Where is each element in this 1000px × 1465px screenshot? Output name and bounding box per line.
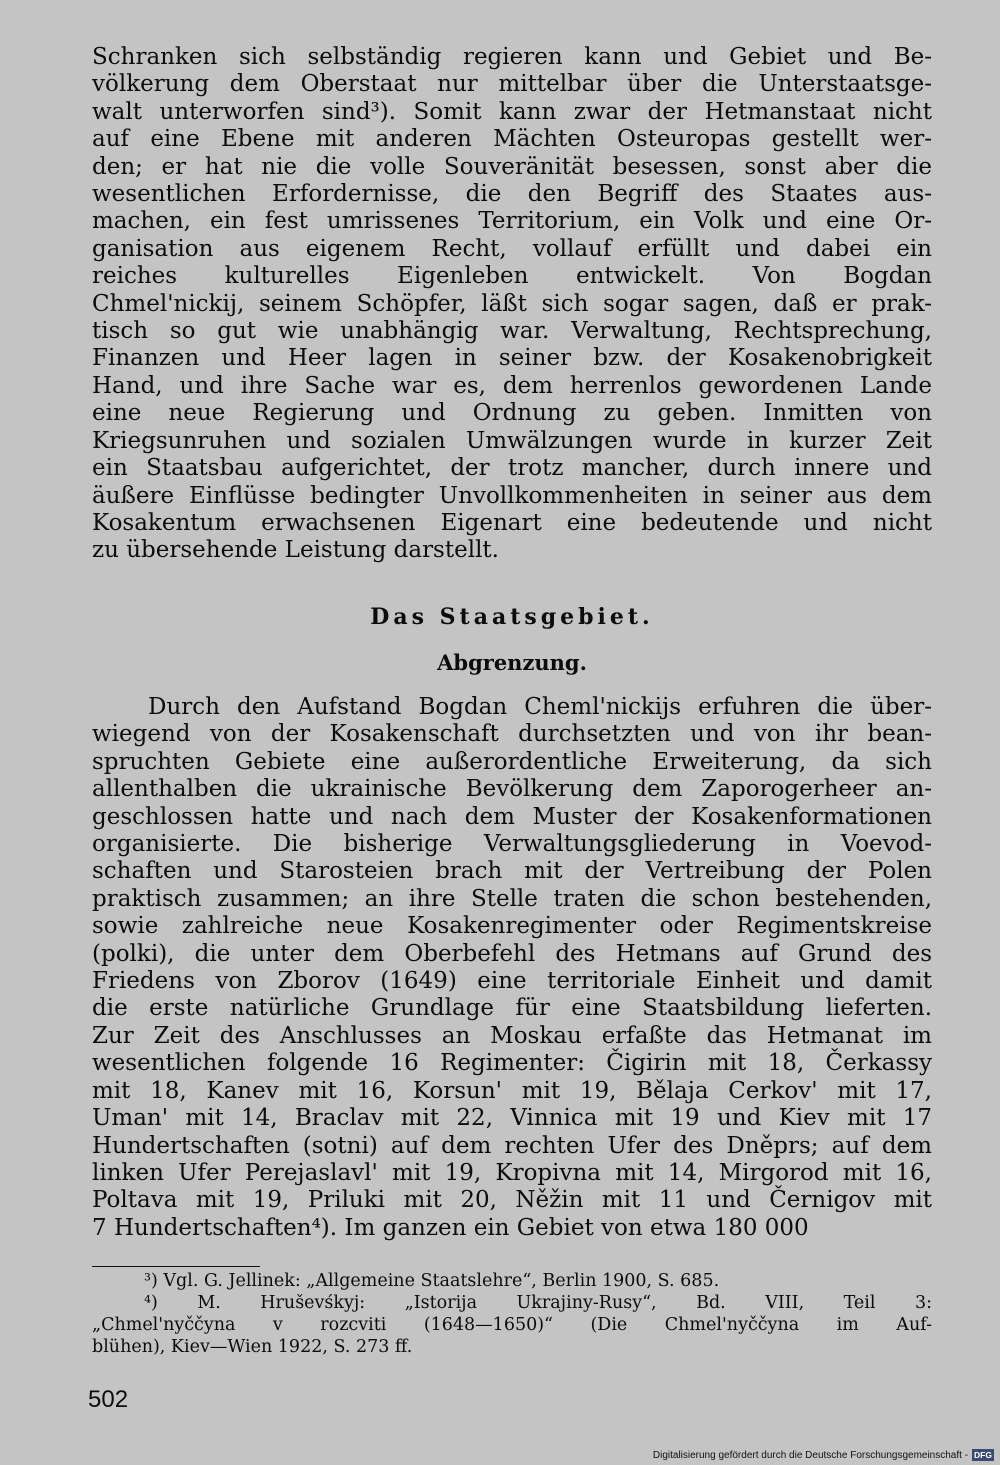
abgrenzung-line-16: Uman' mit 14, Braclav mit 22, Vinnica mit 19 und Kiev mit 17 xyxy=(92,1105,932,1132)
intro-line-2: völkerung dem Oberstaat nur mittelbar über die Unterstaatsge- xyxy=(92,71,932,98)
intro-line-4: auf eine Ebene mit anderen Mächten Osteuropas gestellt wer- xyxy=(92,126,932,153)
intro-line-9: reiches kulturelles Eigenleben entwickelt. Von Bogdan xyxy=(92,263,932,290)
intro-line-6: wesentlichen Erfordernisse, die den Begriff des Staates aus- xyxy=(92,181,932,208)
intro-line-15: Kriegsunruhen und sozialen Umwälzungen wurde in kurzer Zeit xyxy=(92,427,932,454)
abgrenzung-line-20: 7 Hundertschaften⁴). Im ganzen ein Gebiet von etwa 180 000 xyxy=(92,1214,809,1241)
footnote-3: ³) Vgl. G. Jellinek: „Allgemeine Staatslehre“, Berlin 1900, S. 685. xyxy=(144,1271,720,1291)
intro-line-16: ein Staatsbau aufgerichtet, der trotz mancher, durch innere und xyxy=(92,455,932,482)
abgrenzung-line-18: linken Ufer Perejaslavl' mit 19, Kropivna mit 14, Mirgorod mit 16, xyxy=(92,1159,932,1186)
intro-line-13: Hand, und ihre Sache war es, dem herrenlos gewordenen Lande xyxy=(92,372,932,399)
abgrenzung-line-13: Zur Zeit des Anschlusses an Moskau erfaßte das Hetmanat im xyxy=(92,1022,932,1049)
dfg-logo: DFG xyxy=(974,1450,992,1460)
intro-line-7: machen, ein fest umrissenes Territorium, ein Volk und eine Or- xyxy=(92,208,932,235)
abgrenzung-line-7: schaften und Starosteien brach mit der Vertreibung der Polen xyxy=(92,858,932,885)
footnote-4-line-3: blühen), Kiev—Wien 1922, S. 273 ff. xyxy=(92,1337,413,1357)
paragraph-intro xyxy=(92,44,932,565)
footnotes xyxy=(92,1270,932,1358)
credit-text: Digitalisierung gefördert durch die Deutsche Forschungsgemeinschaft - xyxy=(652,1449,969,1461)
abgrenzung-line-2: wiegend von der Kosakenschaft durchsetzten und von ihr bean- xyxy=(92,721,932,748)
abgrenzung-line-12: die erste natürliche Grundlage für eine Staatsbildung lieferten. xyxy=(92,995,932,1022)
abgrenzung-line-4: allenthalben die ukrainische Bevölkerung dem Zaporogerheer an- xyxy=(92,776,932,803)
intro-line-5: den; er hat nie die volle Souveränität besessen, sonst aber die xyxy=(92,153,932,180)
subsection-heading: Abgrenzung. xyxy=(437,650,587,675)
abgrenzung-line-19: Poltava mit 19, Priluki mit 20, Něžin mit 11 und Černigov mit xyxy=(92,1187,932,1214)
abgrenzung-line-14: wesentlichen folgende 16 Regimenter: Čigirin mit 18, Čerkassy xyxy=(92,1050,932,1077)
abgrenzung-line-17: Hundertschaften (sotni) auf dem rechten Ufer des Dněprs; auf dem xyxy=(92,1132,932,1159)
intro-line-17: äußere Einflüsse bedingter Unvollkommenheiten in seiner aus dem xyxy=(92,482,932,509)
page-number: 502 xyxy=(88,1386,129,1413)
section-heading: Das Staatsgebiet. xyxy=(370,604,654,630)
footnote-divider xyxy=(92,1266,260,1267)
intro-line-3: walt unterworfen sind³). Somit kann zwar der Hetmanstaat nicht xyxy=(92,98,932,125)
paragraph-abgrenzung xyxy=(92,694,932,1242)
abgrenzung-line-10: (polki), die unter dem Oberbefehl des Hetmans auf Grund des xyxy=(92,940,932,967)
abgrenzung-line-6: organisierte. Die bisherige Verwaltungsgliederung in Voevod- xyxy=(92,831,932,858)
abgrenzung-line-9: sowie zahlreiche neue Kosakenregimenter oder Regimentskreise xyxy=(92,913,932,940)
intro-line-18: Kosakentum erwachsenen Eigenart eine bedeutende und nicht xyxy=(92,509,932,536)
footnote-4-line-1: ⁴) M. Hruševśkyj: „Istorija Ukrajiny-Rusy“, Bd. VIII, Teil 3: xyxy=(144,1293,932,1313)
intro-line-19: zu übersehende Leistung darstellt. xyxy=(92,537,499,564)
intro-line-10: Chmel'nickij, seinem Schöpfer, läßt sich sogar sagen, daß er prak- xyxy=(92,290,932,317)
intro-line-12: Finanzen und Heer lagen in seiner bzw. der Kosakenobrigkeit xyxy=(92,345,932,372)
abgrenzung-line-3: spruchten Gebiete eine außerordentliche Erweiterung, da sich xyxy=(92,748,932,775)
abgrenzung-line-5: geschlossen hatte und nach dem Muster der Kosakenformationen xyxy=(92,803,932,830)
abgrenzung-line-1: Durch den Aufstand Bogdan Cheml'nickijs erfuhren die über- xyxy=(148,694,932,720)
intro-line-11: tisch so gut wie unabhängig war. Verwaltung, Rechtsprechung, xyxy=(92,318,932,345)
abgrenzung-line-15: mit 18, Kanev mit 16, Korsun' mit 19, Bělaja Cerkov' mit 17, xyxy=(92,1077,932,1104)
footnote-4-line-2: „Chmel'nyččyna v rozcviti (1648—1650)“ (Die Chmel'nyččyna im Auf- xyxy=(92,1315,932,1335)
digitization-credit xyxy=(653,1449,994,1461)
intro-line-8: ganisation aus eigenem Recht, vollauf erfüllt und dabei ein xyxy=(92,235,932,262)
intro-line-1: Schranken sich selbständig regieren kann und Gebiet und Be- xyxy=(92,44,932,70)
abgrenzung-line-8: praktisch zusammen; an ihre Stelle traten die schon bestehenden, xyxy=(92,885,932,912)
abgrenzung-line-11: Friedens von Zborov (1649) eine territoriale Einheit und damit xyxy=(92,968,932,995)
intro-line-14: eine neue Regierung und Ordnung zu geben. Inmitten von xyxy=(92,400,932,427)
